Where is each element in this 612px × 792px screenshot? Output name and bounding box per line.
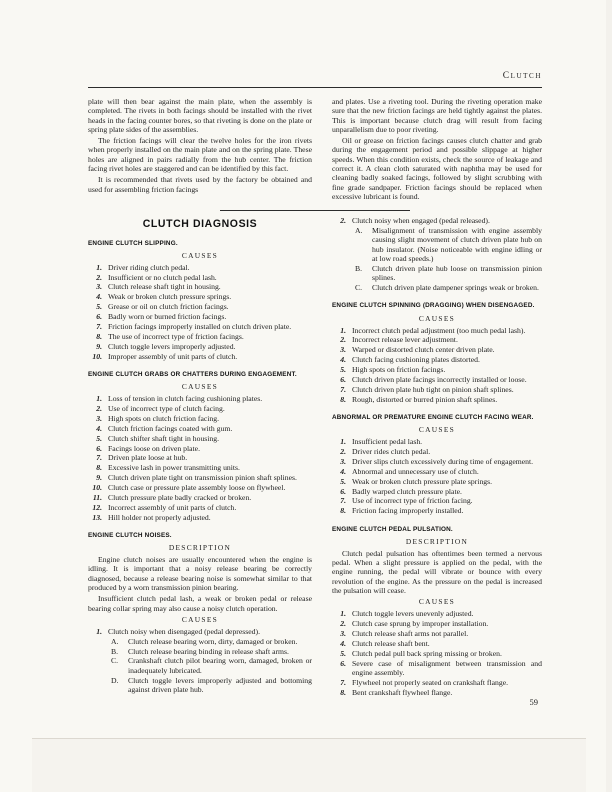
list-item-text: Badly warped clutch pressure plate.: [352, 486, 462, 496]
list-item: [88, 322, 312, 331]
list-item: [332, 487, 542, 496]
list-item-text: Improper assembly of unit parts of clutch.: [108, 351, 238, 361]
list-subitem-text: Clutch toggle levers improperly adjusted and bottoming against driven plate hub.: [128, 675, 312, 694]
section-label: CAUSES: [181, 250, 219, 260]
list-item-number: 3.: [340, 345, 346, 355]
list-item-text: Loss of tension in clutch facing cushioning plates.: [108, 394, 263, 404]
list-item: [332, 496, 542, 505]
list-item: [88, 444, 312, 453]
diagnosis-left-sections: [88, 239, 312, 695]
list-item-text: Use of incorrect type of clutch facing.: [108, 403, 225, 413]
paragraph: plate will then bear against the main plate, when the assembly is completed. The rivets in both facings should be installed with the rivet heads in the facing counter bores, so that riveting is done on the plate or spring plate sides of the assemblies.: [88, 97, 312, 134]
intro-right-column: [332, 97, 542, 203]
list-item-text: High spots on friction facings.: [352, 365, 446, 375]
list-item-number: 1.: [340, 325, 346, 335]
list-item-number: 11.: [92, 492, 102, 502]
list-item: [332, 355, 542, 364]
running-head: Clutch: [502, 71, 542, 81]
list-item: [332, 385, 542, 394]
list-item: [88, 463, 312, 472]
list-item: [332, 335, 542, 344]
section-heading: ENGINE CLUTCH SLIPPING.: [88, 239, 178, 247]
list-item-number: 1.: [340, 609, 346, 619]
list-item-number: 5.: [340, 476, 346, 486]
list-item-number: 7.: [340, 496, 346, 506]
list-item-number: 7.: [96, 453, 102, 463]
page-bottom-edge: [32, 738, 586, 792]
list-item: [88, 513, 312, 522]
diagnosis-section: [332, 301, 542, 404]
list-item: [88, 473, 312, 482]
list-item: [88, 627, 312, 636]
intro-left-column: [88, 97, 312, 203]
list-item-number: 2.: [340, 618, 346, 628]
list-item-text: The use of incorrect type of friction facings.: [108, 331, 244, 341]
list-subitem-letter: B.: [111, 646, 119, 656]
list-subitem-letter: A.: [355, 226, 363, 236]
list-item: [88, 273, 312, 282]
list-item: [332, 365, 542, 374]
list-item-text: Grease or oil on clutch friction facings.: [108, 302, 229, 312]
list-item-number: 2.: [340, 335, 346, 345]
list-item-text: Incorrect release lever adjustment.: [352, 335, 458, 345]
list-item-text: Driver riding clutch pedal.: [108, 262, 190, 272]
list-item-number: 5.: [96, 433, 102, 443]
section-heading: ENGINE CLUTCH SPINNING (DRAGGING) WHEN DISENGAGED.: [332, 302, 535, 310]
list-item: [332, 437, 542, 446]
list-item-number: 8.: [340, 394, 346, 404]
list-item-text: Clutch toggle levers unevenly adjusted.: [352, 609, 474, 619]
list-item-number: 10.: [92, 483, 102, 493]
list-subitem-letter: B.: [355, 263, 363, 273]
list-item-text: Rough, distorted or burred pinion shaft splines.: [352, 394, 498, 404]
list-item-number: 4.: [96, 292, 102, 302]
list-item: [332, 447, 542, 456]
list-item-text: Clutch case sprung by improper installation.: [352, 618, 489, 628]
list-item-text: Clutch case or pressure plate assembly loose on flywheel.: [108, 483, 286, 493]
list-subitem-letter: C.: [355, 283, 363, 293]
list-item-number: 5.: [340, 648, 346, 658]
section-label: CAUSES: [418, 597, 456, 607]
list-item: [88, 312, 312, 321]
diagnosis-right-column: [332, 216, 542, 706]
list-item-number: 7.: [340, 677, 346, 687]
list-item: [332, 619, 542, 628]
list-item-number: 4.: [340, 355, 346, 365]
list-item-text: High spots on clutch friction facing.: [108, 413, 220, 423]
list-item-number: 6.: [340, 658, 346, 668]
list-item-text: Abnormal and unnecessary use of clutch.: [352, 466, 479, 476]
list-item: [88, 414, 312, 423]
list-item: [88, 332, 312, 341]
section-paragraph: Clutch pedal pulsation has oftentimes been termed a nervous pedal. When a slight pressure is applied on the pedal, with the engine running, the pedal will vibrate or bounce with every revolution of the engine. As the pressure on the pedal is increased the pulsation will cease.: [332, 548, 542, 595]
section-paragraph: Insufficient clutch pedal lash, a weak or broken pedal or release bearing collar spring may also cause a noisy clutch operation.: [88, 594, 312, 613]
list-item-number: 5.: [340, 365, 346, 375]
section-label: DESCRIPTION: [405, 536, 469, 546]
list-item-text: Clutch driven plate tight on transmission pinion shaft splines.: [108, 473, 297, 483]
list-item-number: 1.: [96, 394, 102, 404]
list-item: [88, 263, 312, 272]
list-item-number: 8.: [340, 687, 346, 697]
list-item-text: Clutch noisy when engaged (pedal released).: [352, 216, 490, 226]
list-item-text: Clutch shifter shaft tight in housing.: [108, 433, 220, 443]
diagnosis-title: CLUTCH DIAGNOSIS: [142, 217, 258, 231]
list-item: [332, 216, 542, 225]
list-item-number: 3.: [96, 282, 102, 292]
list-item: [332, 345, 542, 354]
list-item-number: 1.: [96, 626, 102, 636]
paragraph: The friction facings will clear the twelve holes for the iron rivets when properly installed on the main plate and on the spring plate. These holes are aligned in pairs radially from the hub center. The friction facing rivet holes are staggered and can be identified by this fact.: [88, 136, 312, 174]
list-item-number: 3.: [96, 413, 102, 423]
section-label: DESCRIPTION: [168, 543, 232, 553]
list-item-number: 2.: [340, 216, 346, 226]
list-item-number: 1.: [340, 437, 346, 447]
list-item-text: Facings loose on driven plate.: [108, 443, 201, 453]
list-item-text: Insufficient pedal lash.: [352, 437, 423, 447]
page-content: [88, 97, 542, 706]
page-right-edge: [606, 0, 612, 792]
list-item-number: 3.: [340, 456, 346, 466]
list-item: [332, 395, 542, 404]
list-item: [332, 457, 542, 466]
paragraph: Oil or grease on friction facings causes clutch chatter and grab during the engagement period and possible slippage at higher speeds. When this condition exists, check the source of leakage and correct it. A clean cloth saturated with naphtha may be used for cleaning badly soaked facings, followed by slight scrubbing with fine grade sandpaper. Friction facings should be replaced when excessive lubricant is found.: [332, 136, 542, 201]
list-item-number: 4.: [340, 638, 346, 648]
list-item-text: Warped or distorted clutch center driven plate.: [352, 345, 495, 355]
list-item: [332, 609, 542, 618]
header-rule: [88, 87, 542, 88]
list-item: [88, 483, 312, 492]
list-item: [88, 503, 312, 512]
list-subitem-text: Clutch release bearing worn, dirty, damaged or broken.: [128, 636, 298, 646]
paragraph: It is recommended that rivets used by the factory be obtained and used for assembling friction facings: [88, 175, 312, 194]
list-item-number: 6.: [96, 443, 102, 453]
list-item-text: Clutch pedal pull back spring missing or broken.: [352, 648, 502, 658]
section-label: CAUSES: [181, 614, 219, 624]
section-label: CAUSES: [181, 382, 219, 392]
list-subitem-letter: D.: [111, 675, 119, 685]
list-item-text: Use of incorrect type of friction facing.: [352, 496, 473, 506]
section-label: CAUSES: [418, 313, 456, 323]
list-item: [88, 493, 312, 502]
list-item: [88, 404, 312, 413]
list-item: [88, 394, 312, 403]
list-subitem: [332, 264, 542, 283]
section-label: CAUSES: [418, 425, 456, 435]
list-item: [88, 424, 312, 433]
list-item-text: Clutch driven plate hub tight on pinion shaft splines.: [352, 384, 514, 394]
section-divider: [220, 210, 410, 211]
list-item-text: Incorrect assembly of unit parts of clutch.: [108, 502, 237, 512]
list-item-text: Clutch facing cushioning plates distorted.: [352, 355, 480, 365]
list-subitem-text: Clutch driven plate dampener springs weak or broken.: [372, 283, 539, 293]
list-item-text: Driven plate loose at hub.: [108, 453, 188, 463]
list-item-text: Incorrect clutch pedal adjustment (too much pedal lash).: [352, 325, 526, 335]
diagnosis-columns: [88, 216, 542, 706]
list-item-text: Clutch driven plate facings incorrectly installed or loose.: [352, 374, 527, 384]
list-item: [88, 453, 312, 462]
diagnosis-section: [88, 531, 312, 694]
list-item-number: 3.: [340, 628, 346, 638]
list-item-text: Clutch release shaft bent.: [352, 638, 430, 648]
list-subitem-letter: A.: [111, 636, 119, 646]
list-item: [332, 467, 542, 476]
diagnosis-section: [88, 370, 312, 522]
list-item-text: Clutch toggle levers improperly adjusted.: [108, 341, 236, 351]
list-item-number: 6.: [340, 486, 346, 496]
list-item-number: 8.: [96, 331, 102, 341]
list-item: [88, 434, 312, 443]
list-subitem: [88, 637, 312, 646]
diagnosis-section: [332, 216, 542, 292]
list-item: [88, 342, 312, 351]
section-heading: ENGINE CLUTCH PEDAL PULSATION.: [332, 525, 453, 533]
list-item-number: 6.: [340, 374, 346, 384]
list-item: [88, 292, 312, 301]
list-item-text: Clutch release shaft arms not parallel.: [352, 628, 469, 638]
list-item-number: 7.: [340, 384, 346, 394]
list-item: [332, 659, 542, 678]
diagnosis-section: [88, 239, 312, 361]
list-item-number: 10.: [92, 351, 102, 361]
list-item-number: 9.: [96, 341, 102, 351]
list-item-text: Weak or broken clutch pressure springs.: [108, 292, 232, 302]
list-item-number: 4.: [96, 423, 102, 433]
list-item: [332, 688, 542, 697]
list-item-text: Clutch pressure plate badly cracked or broken.: [108, 492, 252, 502]
list-item: [332, 629, 542, 638]
list-item-number: 4.: [340, 466, 346, 476]
list-item: [332, 477, 542, 486]
list-subitem: [332, 226, 542, 263]
list-item-text: Badly worn or burned friction facings.: [108, 312, 227, 322]
list-subitem-text: Clutch driven plate hub loose on transmission pinion splines.: [372, 263, 542, 283]
list-item-text: Flywheel not properly seated on crankshaft flange.: [352, 677, 509, 687]
list-item-number: 13.: [92, 512, 102, 522]
list-item-number: 2.: [96, 272, 102, 282]
diagnosis-section: [332, 525, 542, 697]
list-item: [88, 352, 312, 361]
list-item-text: Clutch noisy when disengaged (pedal depressed).: [108, 626, 261, 636]
list-item-number: 12.: [92, 502, 102, 512]
list-item-number: 2.: [96, 403, 102, 413]
list-item-text: Clutch release shaft tight in housing.: [108, 282, 221, 292]
list-item: [332, 326, 542, 335]
list-subitem: [88, 656, 312, 675]
list-item-number: 1.: [96, 262, 102, 272]
list-subitem: [332, 283, 542, 292]
list-item-number: 5.: [96, 302, 102, 312]
list-subitem: [88, 676, 312, 695]
list-item-text: Insufficient or no clutch pedal lash.: [108, 272, 217, 282]
list-subitem-text: Clutch release bearing binding in release shaft arms.: [128, 646, 289, 656]
list-item-number: 9.: [96, 473, 102, 483]
list-item-number: 8.: [96, 463, 102, 473]
list-subitem-text: Misalignment of transmission with engine assembly causing slight movement of clutch driven plate hub on hub insulator. (Noise noticeable with engine idling or at low road speeds.): [372, 226, 542, 264]
list-item-number: 7.: [96, 322, 102, 331]
list-item-text: Driver rides clutch pedal.: [352, 447, 431, 457]
section-heading: ENGINE CLUTCH GRABS OR CHATTERS DURING ENGAGEMENT.: [88, 370, 297, 378]
list-item-text: Driver slips clutch excessively during time of engagement.: [352, 456, 534, 466]
list-item: [88, 302, 312, 311]
list-item-number: 6.: [96, 312, 102, 322]
list-item-text: Friction facings improperly installed on clutch driven plate.: [108, 322, 292, 331]
list-subitem: [88, 647, 312, 656]
diagnosis-left-column: [88, 216, 312, 706]
list-item-text: Severe case of misalignment between transmission and engine assembly.: [352, 658, 542, 677]
list-item: [88, 282, 312, 291]
list-item-text: Clutch friction facings coated with gum.: [108, 423, 233, 433]
page-number: 59: [529, 697, 538, 707]
list-item-text: Bent crankshaft flywheel flange.: [352, 687, 453, 697]
list-subitem-letter: C.: [111, 656, 119, 666]
section-paragraph: Engine clutch noises are usually encountered when the engine is idling. It is important that a noisy release bearing be correctly diagnosed, because a release bearing noise is somewhat similar to that produced by a worn transmission pinion bearing.: [88, 555, 312, 593]
list-item: [332, 649, 542, 658]
diagnosis-section: [332, 413, 542, 516]
paragraph: and plates. Use a riveting tool. During the riveting operation make sure that the new friction facings are held tightly against the plates. This is important because clutch drag will result from facing unparallelism due to poor riveting.: [332, 97, 542, 134]
list-item-number: 8.: [340, 506, 346, 516]
list-item: [332, 678, 542, 687]
list-subitem-text: Crankshaft clutch pilot bearing worn, damaged, broken or inadequately lubricated.: [128, 656, 312, 675]
list-item-text: Excessive lash in power transmitting units.: [108, 463, 240, 473]
list-item-text: Weak or broken clutch pressure plate springs.: [352, 476, 493, 486]
list-item-text: Friction facing improperly installed.: [352, 506, 464, 516]
list-item: [332, 375, 542, 384]
section-heading: ABNORMAL OR PREMATURE ENGINE CLUTCH FACING WEAR.: [332, 414, 534, 422]
list-item: [332, 639, 542, 648]
list-item-text: Hill holder not properly adjusted.: [108, 512, 211, 522]
list-item: [332, 506, 542, 515]
section-heading: ENGINE CLUTCH NOISES.: [88, 532, 172, 540]
intro-columns: [88, 97, 542, 203]
list-item-number: 2.: [340, 447, 346, 457]
